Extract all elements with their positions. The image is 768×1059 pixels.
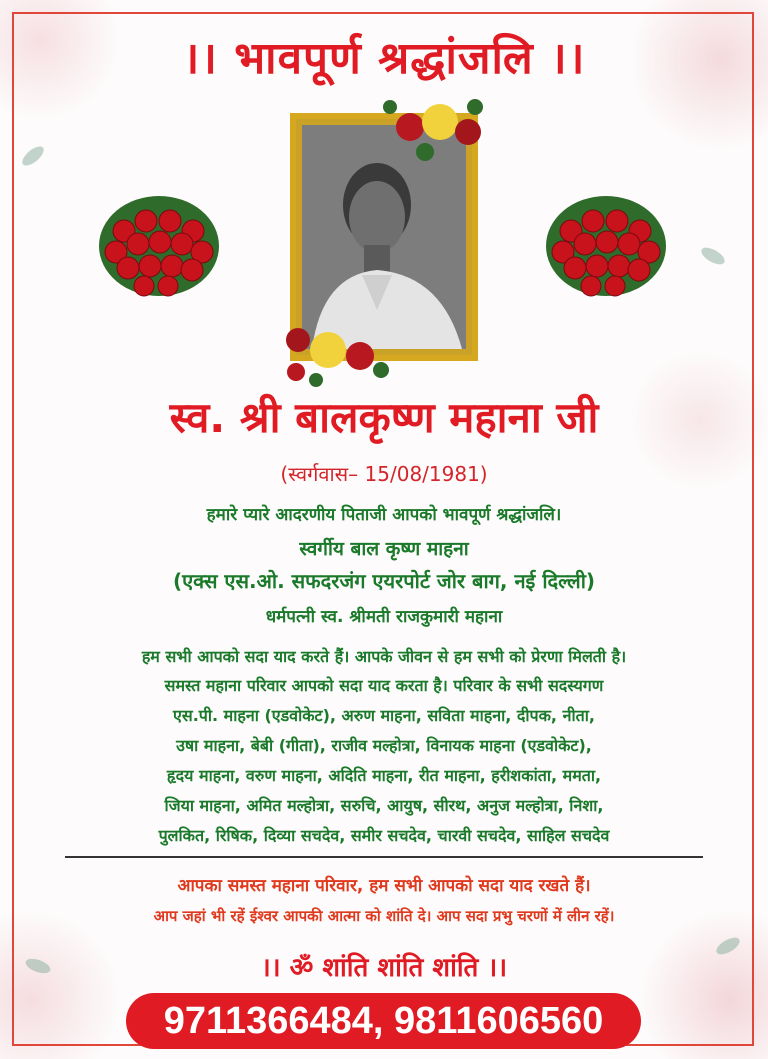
phone-numbers[interactable]: 9711366484, 9811606560 xyxy=(163,1000,604,1042)
message-line: हमारे प्यारे आदरणीय पिताजी आपको भावपूर्ण श्रद्धांजलि। xyxy=(206,505,562,525)
flower-corner-top-right xyxy=(380,92,490,172)
rose-bouquet-right xyxy=(541,186,671,306)
shanti-line: ।। ॐ शांति शांति शांति ।। xyxy=(260,953,508,983)
page-title: ।। भावपूर्ण श्रद्धांजलि ।। xyxy=(182,33,586,84)
closing-line: आप जहां भी रहें ईश्वर आपकी आत्मा को शांति दे। आप सदा प्रभु चरणों में लीन रहें। xyxy=(153,907,615,925)
family-line: उषा माहना, बेबी (गीता), राजीव मल्होत्रा, विनायक माहना (एडवोकेट), xyxy=(176,736,592,755)
divider xyxy=(65,856,703,858)
family-line: पुलकित, रिषिक, दिव्या सचदेव, समीर सचदेव, चारवी सचदेव, साहिल सचदेव xyxy=(158,826,610,845)
contact-banner xyxy=(126,993,641,1049)
family-line: जिया माहना, अमित मल्होत्रा, सरुचि, आयुष, सीरथ, अनुज मल्होत्रा, निशा, xyxy=(164,796,604,815)
message-line: धर्मपत्नी स्व. श्रीमती राजकुमारी महाना xyxy=(265,607,503,627)
closing-line: आपका समस्त महाना परिवार, हम सभी आपको सदा याद रखते हैं। xyxy=(177,876,591,896)
family-line: हम सभी आपको सदा याद करते हैं। आपके जीवन से हम सभी को प्रेरणा मिलती है। xyxy=(141,647,627,666)
rose-bouquet-left xyxy=(94,186,224,306)
family-line: समस्त महाना परिवार आपको सदा याद करता है। परिवार के सभी सदस्यगण xyxy=(164,676,604,695)
message-line: (एक्स एस.ओ. सफदरजंग एयरपोर्ट जोर बाग, नई दिल्ली) xyxy=(172,569,596,593)
message-line: स्वर्गीय बाल कृष्ण माहना xyxy=(299,538,469,560)
family-line: एस.पी. माहना (एडवोकेट), अरुण माहना, सविता माहना, दीपक, नीता, xyxy=(173,706,595,725)
deceased-name: स्व. श्री बालकृष्ण महाना जी xyxy=(169,393,599,442)
death-date: (स्वर्गवास– 15/08/1981) xyxy=(280,462,488,486)
flower-corner-bottom-left xyxy=(276,310,396,390)
family-line: हृदय माहना, वरुण माहना, अदिति माहना, रीत माहना, हरीशकांता, ममता, xyxy=(166,766,602,785)
